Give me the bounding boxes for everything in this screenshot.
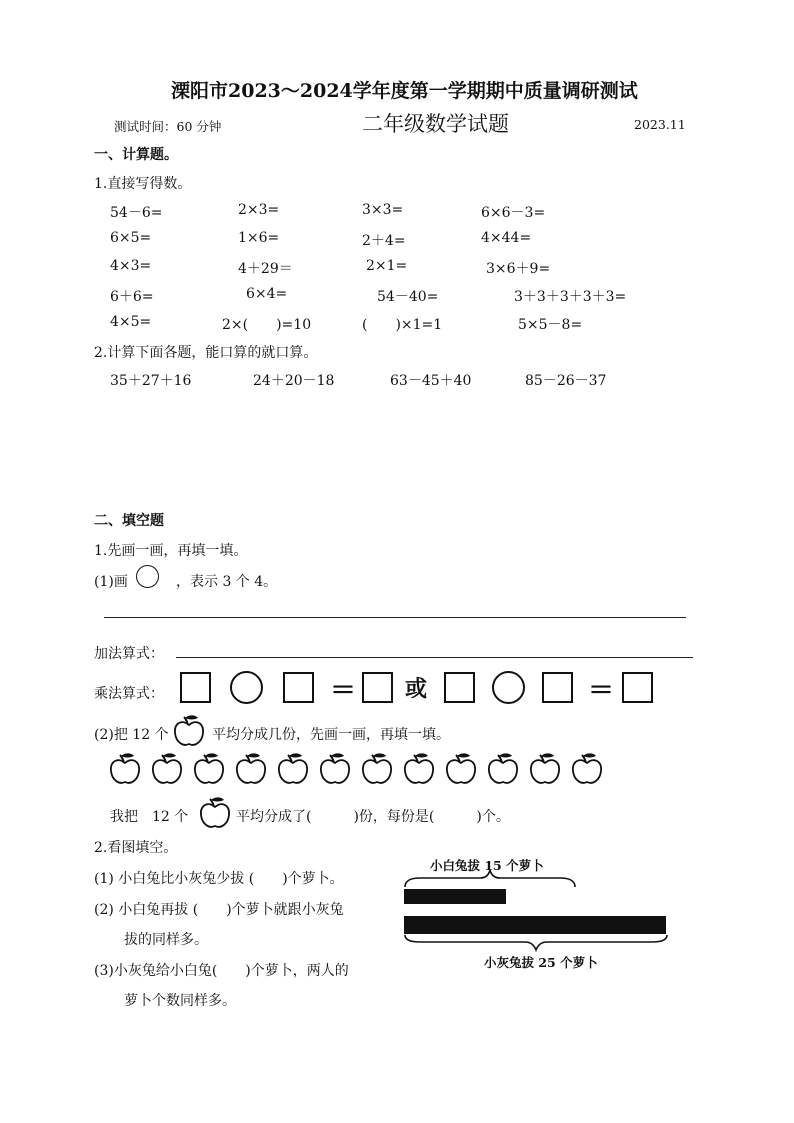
s2-q2-item: (1) 小白兔比小灰兔少拔 ( )个萝卜。	[94, 871, 344, 887]
apple-icon	[402, 752, 436, 786]
s2-q2-item: 拔的同样多。	[124, 932, 208, 948]
gray-brace	[400, 933, 672, 953]
calc-expression: 85－26－37	[525, 373, 607, 389]
s2-q1-2-suffix: 平均分成几份，先画一画，再填一填。	[212, 727, 450, 743]
white-rabbit-bar	[404, 889, 506, 904]
section-1-heading: 一、计算题。	[94, 147, 178, 163]
s2-q2-label: 2.看图填空。	[94, 840, 178, 856]
answer-box[interactable]	[283, 672, 314, 703]
q1-label: 1.直接写得数。	[94, 176, 192, 192]
s2-q2-item: (3)小灰兔给小白兔( )个萝卜，两人的	[94, 963, 349, 979]
addition-label: 加法算式：	[94, 646, 164, 662]
calc-item: 4＋29＝	[238, 261, 293, 277]
apple-icon	[486, 752, 520, 786]
page-title: 溧阳市2023～2024学年度第一学期期中质量调研测试	[171, 80, 638, 102]
calc-expression: 63－45＋40	[390, 373, 472, 389]
test-time: 测试时间：60 分钟	[114, 119, 222, 134]
calc-item: 4×3=	[110, 258, 152, 274]
apple-icon	[444, 752, 478, 786]
white-rabbit-label: 小白兔拔 15 个萝卜	[430, 858, 544, 873]
apple-icon	[172, 714, 206, 748]
calc-item: 6×4=	[246, 286, 288, 302]
gray-rabbit-bar	[404, 916, 666, 934]
answer-box[interactable]	[622, 672, 653, 703]
answer-box[interactable]	[444, 672, 475, 703]
answer-box[interactable]	[542, 672, 573, 703]
fill-suffix: 平均分成了( )份，每份是( )个。	[236, 809, 510, 825]
s2-q1-1-prefix: (1)画	[94, 574, 128, 590]
equals-sign: ＝	[330, 676, 357, 706]
answer-box[interactable]	[180, 672, 211, 703]
calc-item: 4×5=	[110, 314, 152, 330]
circle-icon	[136, 565, 159, 588]
calc-item: 3×6＋9=	[486, 261, 551, 277]
apple-icon	[276, 752, 310, 786]
fill-prefix: 我把 12 个	[110, 809, 189, 825]
calc-item: 3＋3＋3＋3＋3=	[514, 289, 627, 305]
calc-item: 54－6=	[110, 205, 163, 221]
apple-icon	[360, 752, 394, 786]
calc-item: 3×3=	[362, 202, 404, 218]
calc-item: 6＋6=	[110, 289, 154, 305]
multiplication-label: 乘法算式：	[94, 686, 164, 702]
gray-rabbit-label: 小灰兔拔 25 个萝卜	[484, 955, 598, 970]
calc-item: 2＋4=	[362, 233, 406, 249]
drawing-line[interactable]	[104, 617, 686, 618]
calc-item: 6×6－3=	[481, 205, 546, 221]
white-brace	[400, 868, 580, 890]
addition-answer-line[interactable]	[176, 657, 693, 658]
calc-item: 2×( )=10	[222, 317, 312, 333]
apple-icon	[528, 752, 562, 786]
s2-q2-item: (2) 小白兔再拔 ( )个萝卜就跟小灰兔	[94, 902, 344, 918]
apple-icon	[318, 752, 352, 786]
calc-expression: 35＋27＋16	[110, 373, 192, 389]
calc-item: 2×3=	[238, 202, 280, 218]
apple-icon	[192, 752, 226, 786]
apple-icon	[198, 796, 232, 830]
equals-sign: ＝	[588, 676, 615, 706]
s2-q1-label: 1.先画一画，再填一填。	[94, 543, 248, 559]
s2-q1-1-suffix: ，表示 3 个 4。	[176, 574, 278, 590]
s2-q1-2-prefix: (2)把 12 个	[94, 727, 169, 743]
apple-icon	[150, 752, 184, 786]
apple-icon	[570, 752, 604, 786]
apple-icon	[234, 752, 268, 786]
s2-q2-item: 萝卜个数同样多。	[124, 993, 236, 1009]
or-label: 或	[405, 677, 428, 702]
q2-label: 2.计算下面各题，能口算的就口算。	[94, 345, 318, 361]
calc-item: 5×5－8=	[518, 317, 583, 333]
calc-item: ( )×1=1	[362, 317, 443, 333]
calc-item: 1×6=	[238, 230, 280, 246]
operator-circle[interactable]	[492, 671, 525, 704]
calc-item: 6×5=	[110, 230, 152, 246]
calc-item: 2×1=	[366, 258, 408, 274]
apple-icon	[108, 752, 142, 786]
test-date: 2023.11	[634, 117, 686, 132]
operator-circle[interactable]	[230, 671, 263, 704]
answer-box[interactable]	[362, 672, 393, 703]
calc-item: 54－40=	[377, 289, 439, 305]
calc-item: 4×44=	[481, 230, 532, 246]
section-2-heading: 二、填空题	[94, 513, 164, 529]
calc-expression: 24＋20－18	[253, 373, 335, 389]
page-subtitle: 二年级数学试题	[362, 112, 509, 136]
